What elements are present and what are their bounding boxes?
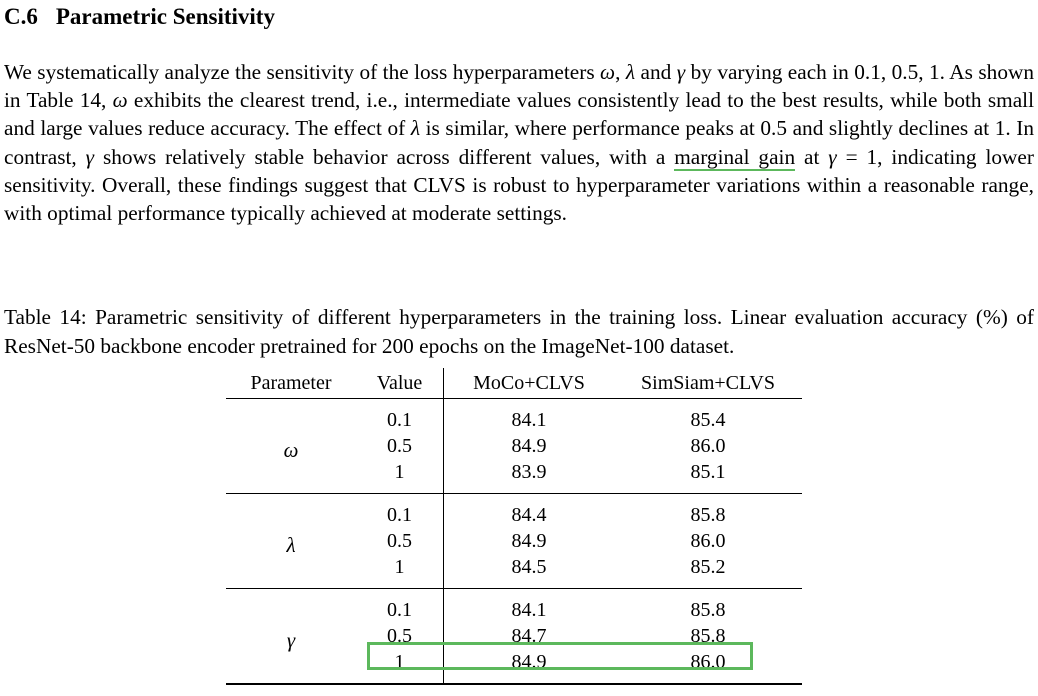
table-row	[226, 399, 802, 434]
moco-cell: 84.1	[444, 399, 615, 434]
simsiam-cell-best: 86.0	[690, 434, 726, 457]
simsiam-cell: 85.2	[690, 555, 726, 578]
marginal-gain-annotation: marginal gain	[674, 144, 796, 169]
simsiam-cell: 85.8	[690, 624, 726, 647]
simsiam-cell: 85.1	[690, 460, 726, 483]
moco-cell: 84.4	[444, 494, 615, 529]
moco-cell: 84.7	[444, 623, 615, 649]
moco-cell-best: 84.9	[444, 649, 615, 684]
group-omega	[226, 399, 802, 494]
simsiam-cell: 85.4	[690, 408, 726, 431]
section-heading	[4, 4, 275, 30]
value-cell: 1	[394, 650, 405, 673]
table-header-row	[226, 368, 802, 399]
simsiam-cell-best: 86.0	[690, 650, 726, 673]
table-caption: Table 14: Parametric sensitivity of different hyperparameters in the training loss. Linear evaluation accuracy (%) of ResNet-50 backbone encoder pretrained for 200 epochs on the ImageNet-100 dataset.	[4, 305, 1034, 358]
header-moco: MoCo+CLVS	[444, 368, 615, 399]
header-simsiam: SimSiam+CLVS	[641, 371, 775, 394]
simsiam-cell-best: 86.0	[690, 529, 726, 552]
value-cell: 0.1	[387, 598, 412, 621]
param-lambda: λ	[286, 532, 296, 557]
table-row	[226, 589, 802, 624]
sensitivity-table	[226, 368, 802, 685]
section-title: Parametric Sensitivity	[55, 4, 275, 29]
value-cell: 1	[394, 460, 405, 483]
moco-cell: 83.9	[444, 459, 615, 494]
value-cell: 0.5	[387, 529, 412, 552]
simsiam-cell: 85.8	[690, 503, 726, 526]
param-gamma: γ	[286, 627, 296, 652]
value-cell: 0.1	[387, 408, 412, 431]
param-omega: ω	[283, 437, 299, 462]
value-cell: 1	[394, 555, 405, 578]
moco-cell-best: 84.9	[444, 433, 615, 459]
body-paragraph: We systematically analyze the sensitivity of the loss hyperparameters ω, λ and γ by varying each in 0.1, 0.5, 1. As shown in Table 14, ω exhibits the clearest trend, i.e., intermediate values consistently lead to the best results, while both small and large values reduce accuracy. The effect of λ is similar, where performance peaks at 0.5 and slightly declines at 1. In contrast, γ shows relatively stable behavior across different values, with a marginal gain at γ = 1, indicating lower sensitivity. Overall, these findings suggest that CLVS is robust to hyperparameter variations within a reasonable range, with optimal performance typically achieved at moderate settings.	[4, 60, 1034, 226]
group-gamma	[226, 589, 802, 685]
simsiam-cell: 85.8	[690, 598, 726, 621]
group-lambda	[226, 494, 802, 589]
value-cell: 0.5	[387, 624, 412, 647]
moco-cell: 84.5	[444, 554, 615, 589]
header-value: Value	[376, 371, 423, 394]
value-cell: 0.1	[387, 503, 412, 526]
moco-cell-best: 84.9	[444, 528, 615, 554]
section-number: C.6	[4, 4, 38, 29]
header-parameter: Parameter	[250, 371, 332, 394]
value-cell: 0.5	[387, 434, 412, 457]
moco-cell: 84.1	[444, 589, 615, 624]
table-row	[226, 494, 802, 529]
